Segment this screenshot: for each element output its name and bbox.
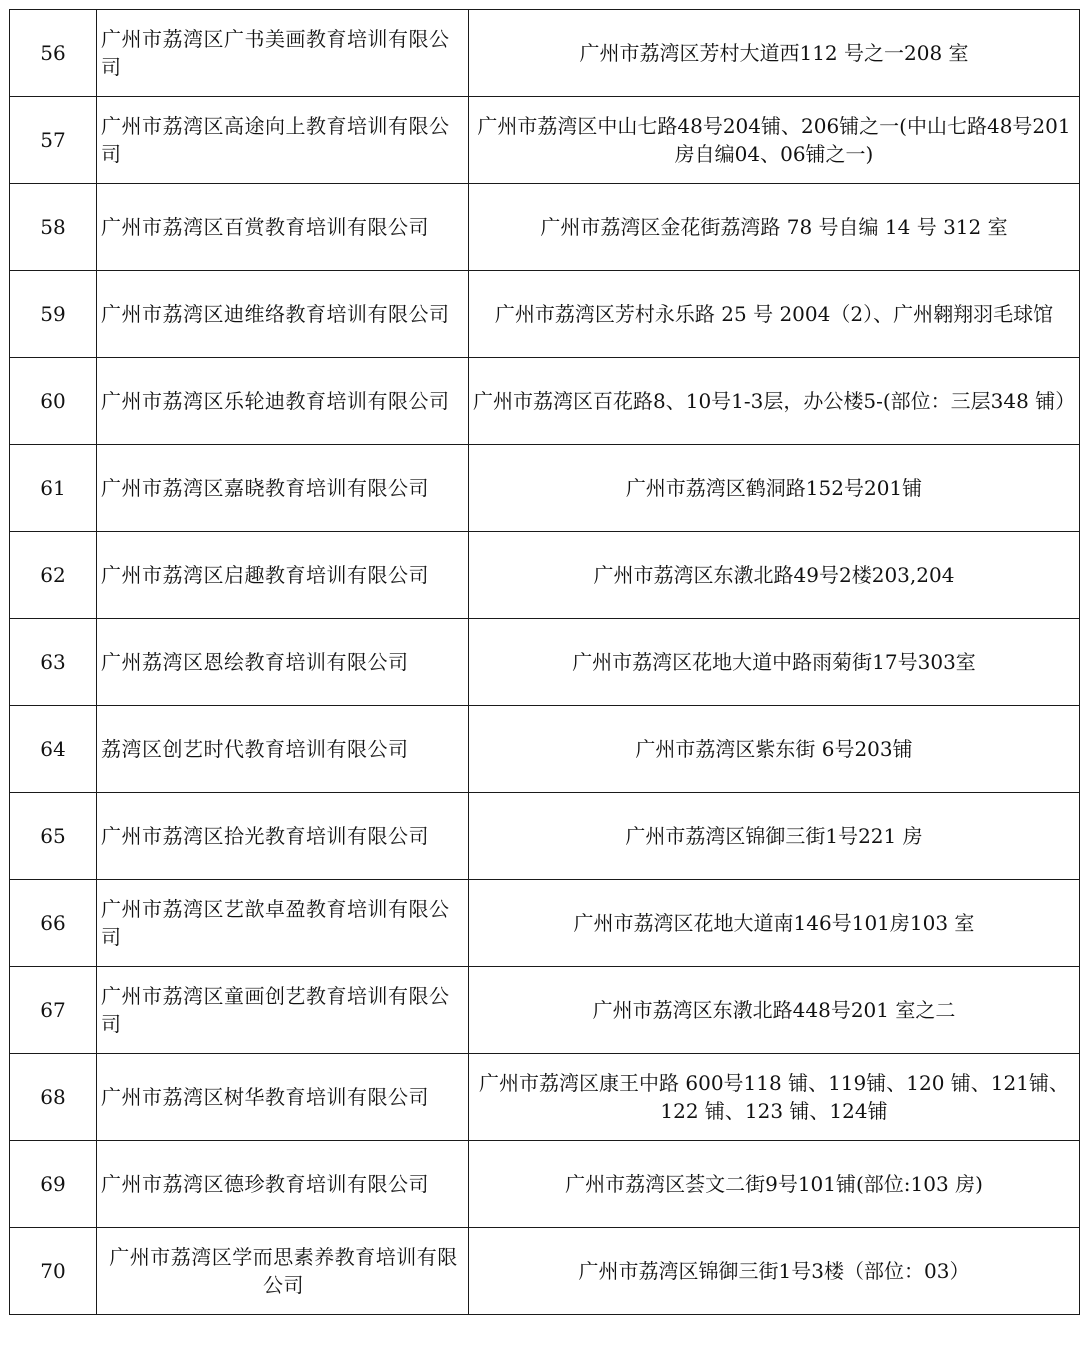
row-number: 64 — [10, 706, 97, 793]
company-name: 广州市荔湾区迪维络教育培训有限公司 — [97, 271, 469, 358]
company-address: 广州市荔湾区金花街荔湾路 78 号自编 14 号 312 室 — [469, 184, 1080, 271]
table-row — [10, 10, 1080, 97]
row-number: 59 — [10, 271, 97, 358]
company-address: 广州市荔湾区东漖北路448号201 室之二 — [469, 967, 1080, 1054]
table-row — [10, 967, 1080, 1054]
table-row — [10, 445, 1080, 532]
company-name: 广州荔湾区恩绘教育培训有限公司 — [97, 619, 469, 706]
company-address: 广州市荔湾区百花路8、10号1-3层，办公楼5-(部位：三层348 铺） — [469, 358, 1080, 445]
row-number: 61 — [10, 445, 97, 532]
company-name: 广州市荔湾区学而思素养教育培训有限公司 — [97, 1228, 469, 1315]
company-name: 广州市荔湾区启趣教育培训有限公司 — [97, 532, 469, 619]
company-address: 广州市荔湾区中山七路48号204铺、206铺之一(中山七路48号201房自编04、06铺之一) — [469, 97, 1080, 184]
company-name: 广州市荔湾区百赏教育培训有限公司 — [97, 184, 469, 271]
company-name: 广州市荔湾区嘉晓教育培训有限公司 — [97, 445, 469, 532]
table-row — [10, 271, 1080, 358]
company-address: 广州市荔湾区荟文二街9号101铺(部位:103 房) — [469, 1141, 1080, 1228]
company-name: 广州市荔湾区艺歆卓盈教育培训有限公司 — [97, 880, 469, 967]
company-address: 广州市荔湾区芳村大道西112 号之一208 室 — [469, 10, 1080, 97]
company-address: 广州市荔湾区锦御三街1号3楼（部位：03） — [469, 1228, 1080, 1315]
company-name: 广州市荔湾区德珍教育培训有限公司 — [97, 1141, 469, 1228]
row-number: 56 — [10, 10, 97, 97]
company-address: 广州市荔湾区花地大道南146号101房103 室 — [469, 880, 1080, 967]
row-number: 68 — [10, 1054, 97, 1141]
company-address: 广州市荔湾区花地大道中路雨菊街17号303室 — [469, 619, 1080, 706]
table-row — [10, 619, 1080, 706]
company-address: 广州市荔湾区芳村永乐路 25 号 2004（2）、广州翱翔羽毛球馆 — [469, 271, 1080, 358]
company-name: 广州市荔湾区拾光教育培训有限公司 — [97, 793, 469, 880]
company-name: 广州市荔湾区树华教育培训有限公司 — [97, 1054, 469, 1141]
table-row — [10, 880, 1080, 967]
row-number: 70 — [10, 1228, 97, 1315]
table-row — [10, 184, 1080, 271]
row-number: 66 — [10, 880, 97, 967]
company-name: 广州市荔湾区乐轮迪教育培训有限公司 — [97, 358, 469, 445]
table-row — [10, 1054, 1080, 1141]
table-row — [10, 532, 1080, 619]
table-body — [10, 10, 1080, 1315]
row-number: 58 — [10, 184, 97, 271]
row-number: 67 — [10, 967, 97, 1054]
table-row — [10, 1141, 1080, 1228]
table-row — [10, 706, 1080, 793]
company-address: 广州市荔湾区东漖北路49号2楼203,204 — [469, 532, 1080, 619]
company-address: 广州市荔湾区紫东街 6号203铺 — [469, 706, 1080, 793]
company-address: 广州市荔湾区锦御三街1号221 房 — [469, 793, 1080, 880]
company-address: 广州市荔湾区康王中路 600号118 铺、119铺、120 铺、121铺、122 铺、123 铺、124铺 — [469, 1054, 1080, 1141]
table-row — [10, 358, 1080, 445]
row-number: 62 — [10, 532, 97, 619]
company-name: 广州市荔湾区广书美画教育培训有限公司 — [97, 10, 469, 97]
company-address: 广州市荔湾区鹤洞路152号201铺 — [469, 445, 1080, 532]
company-name: 广州市荔湾区童画创艺教育培训有限公司 — [97, 967, 469, 1054]
company-name: 荔湾区创艺时代教育培训有限公司 — [97, 706, 469, 793]
row-number: 69 — [10, 1141, 97, 1228]
row-number: 65 — [10, 793, 97, 880]
table-row — [10, 793, 1080, 880]
table-row — [10, 97, 1080, 184]
row-number: 63 — [10, 619, 97, 706]
row-number: 60 — [10, 358, 97, 445]
company-name: 广州市荔湾区高途向上教育培训有限公司 — [97, 97, 469, 184]
row-number: 57 — [10, 97, 97, 184]
training-institutions-table — [9, 9, 1080, 1315]
table-row — [10, 1228, 1080, 1315]
